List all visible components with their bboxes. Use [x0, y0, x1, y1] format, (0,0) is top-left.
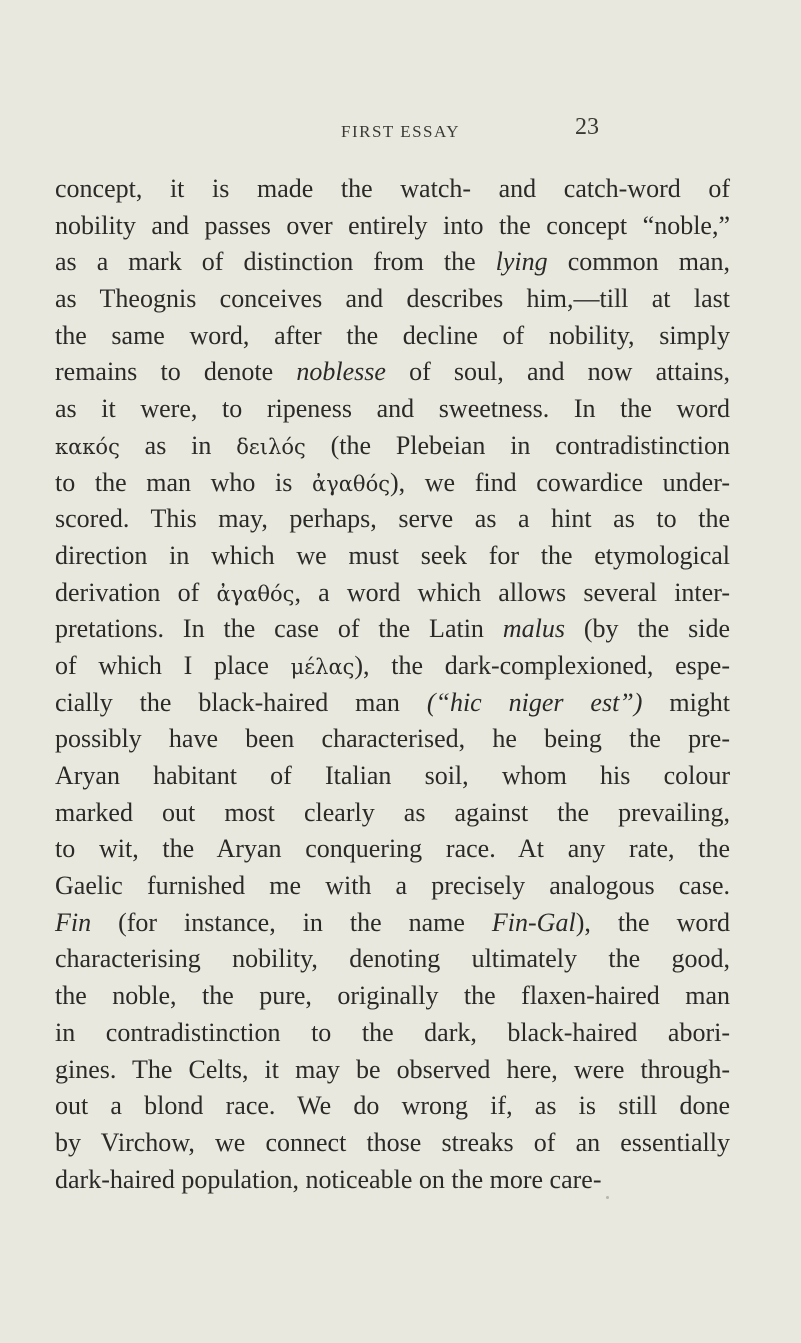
italic-text: Fin-Gal [491, 907, 576, 937]
text-line [55, 391, 730, 428]
text-line [55, 721, 730, 758]
paper-speck [606, 1196, 609, 1199]
text-line [55, 1088, 730, 1125]
text-line [55, 465, 730, 502]
text-span: dark-haired population, noticeable on the more care- [55, 1164, 602, 1194]
text-span: marked out most clearly as against the prevailing, [55, 797, 730, 827]
text-span: direction in which we must seek for the etymological [55, 540, 730, 570]
text-span: ), the word [575, 907, 730, 937]
text-span: (by the side [564, 614, 730, 644]
text-span: by Virchow, we connect those streaks of an essentially [55, 1127, 730, 1157]
text-span: concept, it is made the watch- and catch-word of [55, 174, 730, 203]
text-line [55, 428, 730, 465]
italic-text: (“hic niger est”) [426, 687, 643, 717]
greek-word: ἀγαθός [312, 471, 390, 496]
italic-text: lying [495, 247, 548, 277]
text-span: (the Plebeian in contradistinction [305, 430, 730, 460]
text-span: of which I place [55, 650, 291, 680]
text-span: , a word which allows several inter- [294, 577, 730, 607]
text-span: ), the dark-complexioned, espe- [354, 650, 730, 680]
text-span: common man, [547, 247, 730, 277]
text-span: might [642, 687, 731, 717]
text-span: as Theognis conceives and describes him,—till at last [55, 284, 730, 314]
italic-text: noblesse [296, 357, 386, 387]
text-line [55, 905, 730, 942]
greek-word: δειλός [236, 434, 306, 459]
text-span: (for instance, in the name [91, 907, 492, 937]
greek-word: κακός [55, 434, 120, 459]
text-span: ), we find cowardice under- [389, 467, 731, 497]
text-span: as in [119, 430, 237, 460]
text-span: the same word, after the decline of nobility, simply [55, 320, 730, 350]
text-span: the noble, the pure, originally the flaxen-haired man [55, 981, 730, 1011]
text-line [55, 868, 730, 905]
text-line [55, 1162, 730, 1199]
text-line [55, 648, 730, 685]
text-span: in contradistinction to the dark, black-haired abori- [55, 1017, 730, 1047]
text-span: as it were, to ripeness and sweetness. In the word [55, 394, 730, 424]
text-line [55, 831, 730, 868]
text-line [55, 685, 730, 722]
text-span: cially the black-haired man [55, 687, 427, 717]
text-line [55, 795, 730, 832]
text-line [55, 318, 730, 355]
text-line [55, 244, 730, 281]
text-span: out a blond race. We do wrong if, as is still done [55, 1091, 730, 1121]
text-span: derivation of [55, 577, 217, 607]
greek-word: μέλας [290, 654, 355, 679]
text-line [55, 501, 730, 538]
greek-word: ἀγαθός [216, 581, 295, 606]
text-span: to wit, the Aryan conquering race. At any rate, the [55, 834, 730, 864]
text-line [55, 1015, 730, 1052]
text-line [55, 208, 730, 245]
body-text [55, 171, 730, 1198]
text-line [55, 575, 730, 612]
text-line [55, 171, 730, 208]
italic-text: Fin [55, 907, 92, 937]
text-line [55, 281, 730, 318]
text-line [55, 611, 730, 648]
text-span: to the man who is [55, 467, 313, 497]
text-span: gines. The Celts, it may be observed here, were through- [55, 1054, 730, 1084]
text-span: characterising nobility, denoting ultimately the good, [55, 944, 730, 974]
text-span: as a mark of distinction from the [55, 247, 496, 277]
text-span: Gaelic furnished me with a precisely analogous case. [55, 871, 730, 901]
text-span: possibly have been characterised, he being the pre- [55, 724, 730, 754]
text-line [55, 1125, 730, 1162]
text-line [55, 978, 730, 1015]
text-line [55, 758, 730, 795]
text-line [55, 354, 730, 391]
text-span: scored. This may, perhaps, serve as a hint as to the [55, 504, 730, 534]
page-number: 23 [575, 114, 599, 140]
text-line [55, 1052, 730, 1089]
text-span: nobility and passes over entirely into the concept “noble,” [55, 210, 730, 240]
text-span: Aryan habitant of Italian soil, whom his colour [55, 761, 730, 790]
text-line [55, 941, 730, 978]
text-span: pretations. In the case of the Latin [55, 614, 503, 644]
italic-text: malus [502, 614, 565, 644]
text-span: remains to denote [55, 357, 297, 387]
running-head: FIRST ESSAY [340, 122, 461, 141]
text-line [55, 538, 730, 575]
text-span: of soul, and now attains, [385, 357, 730, 387]
